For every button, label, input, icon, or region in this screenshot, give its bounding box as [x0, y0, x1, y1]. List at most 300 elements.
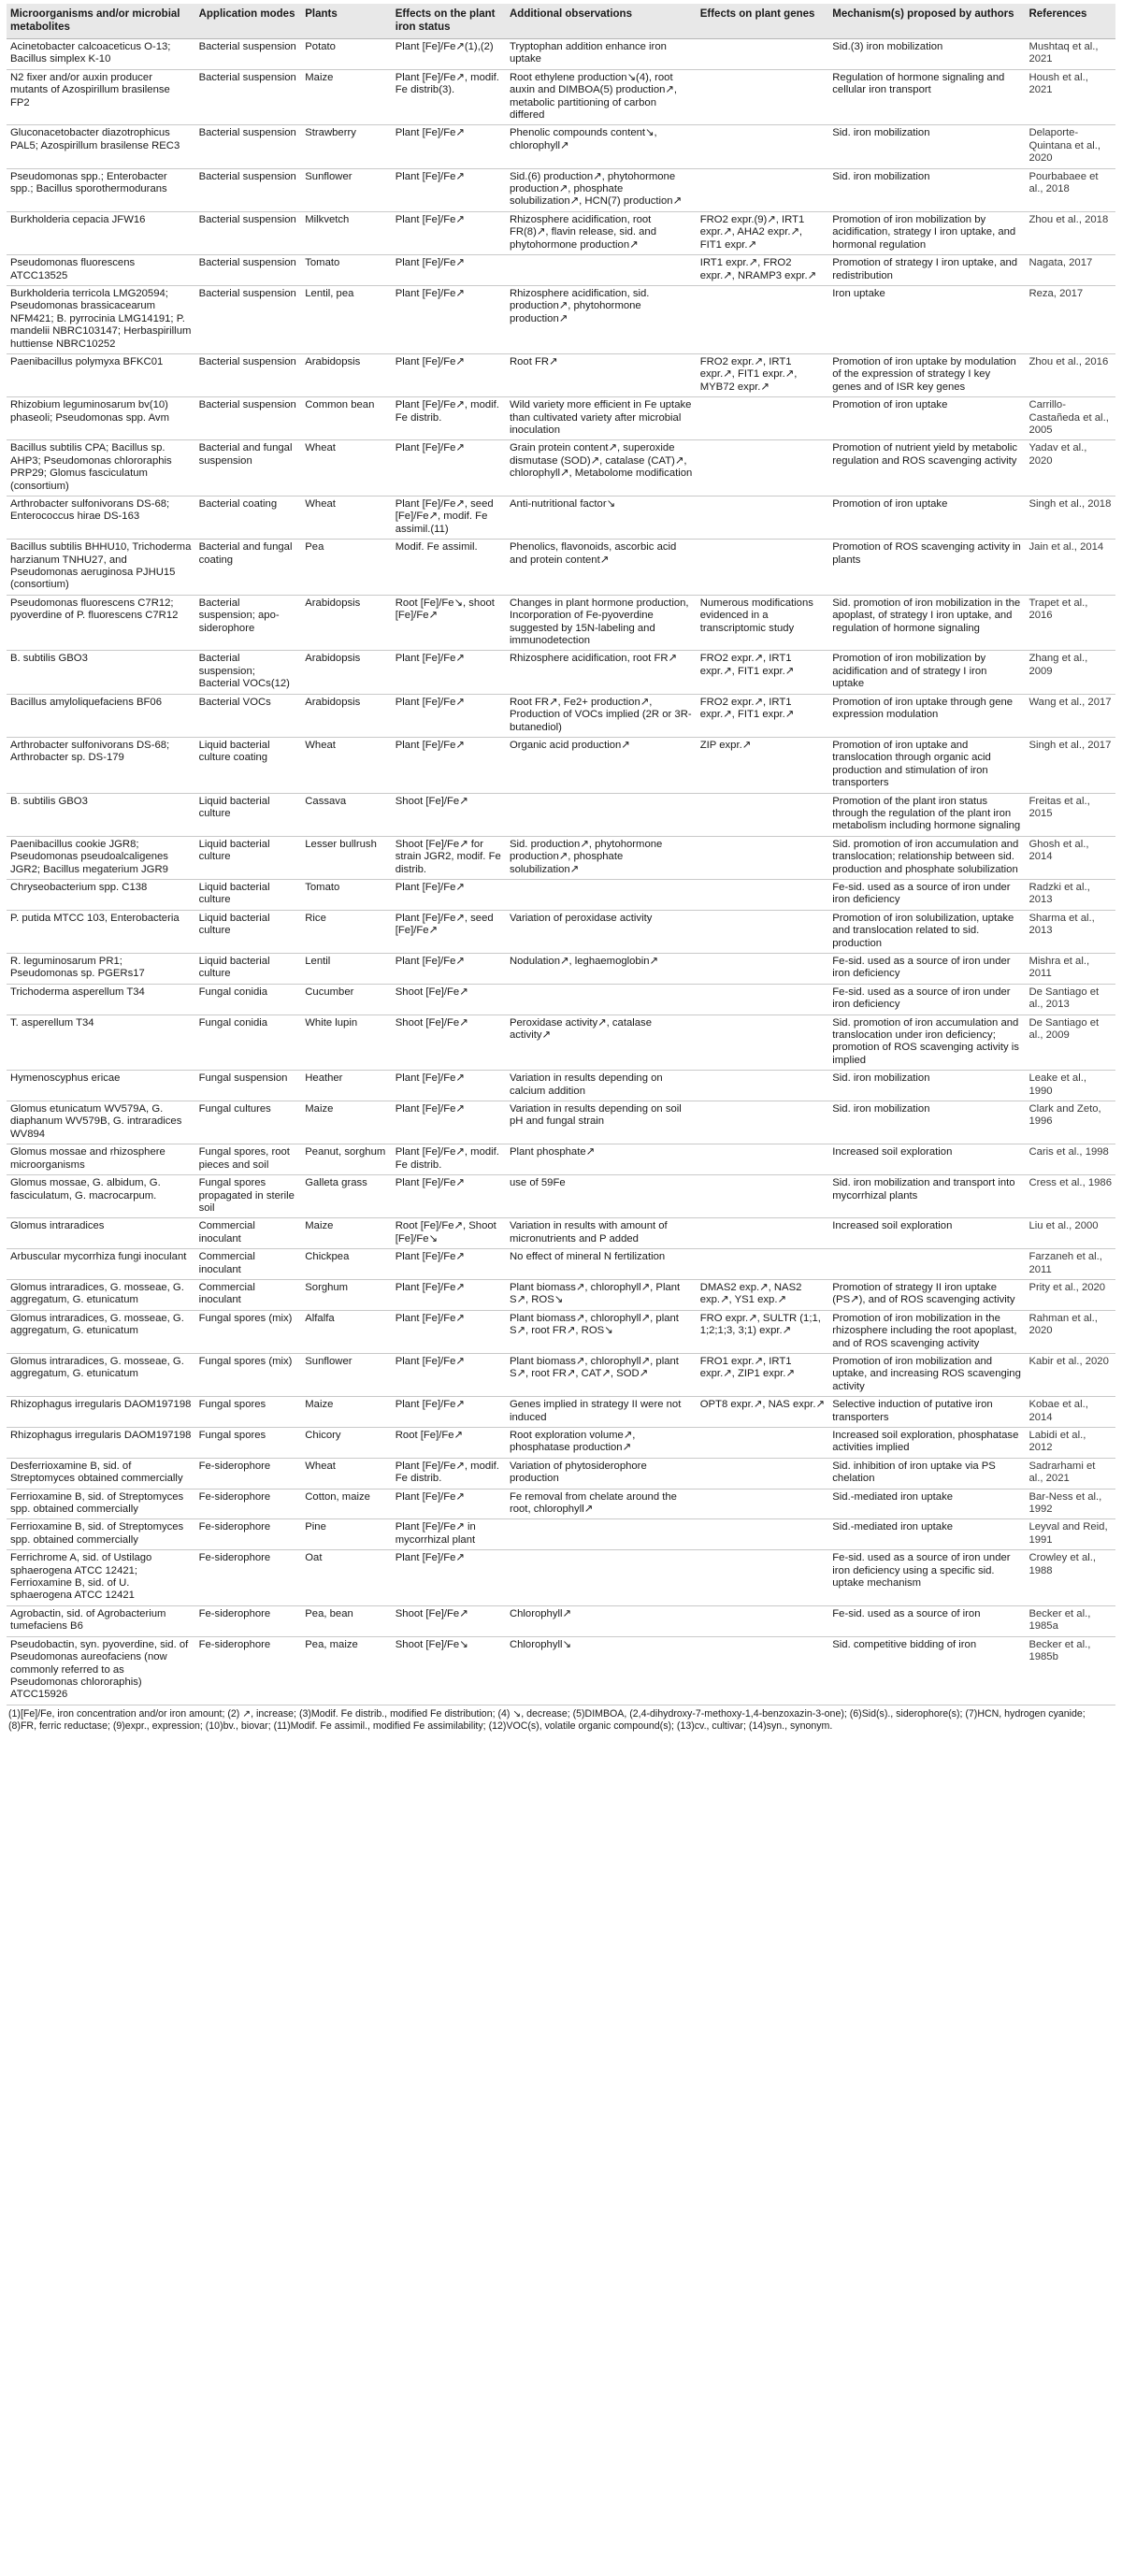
cell-reference[interactable]: Ghosh et al., 2014: [1025, 836, 1115, 879]
table-row: [7, 285, 1115, 353]
table-row: [7, 69, 1115, 125]
cell-plant-genes: [697, 1519, 829, 1550]
cell-observations: Anti-nutritional factor↘: [506, 496, 697, 540]
cell-reference[interactable]: Singh et al., 2017: [1025, 737, 1115, 793]
cell-application-mode: Fungal spores: [195, 1397, 302, 1428]
table-row: [7, 793, 1115, 836]
cell-reference[interactable]: Liu et al., 2000: [1025, 1218, 1115, 1249]
cell-iron-status: Plant [Fe]/Fe↗: [392, 1101, 506, 1144]
cell-iron-status: Plant [Fe]/Fe↗, modif. Fe distrib.: [392, 1144, 506, 1175]
cell-mechanism: Promotion of iron uptake and translocation through organic acid production and stimulation of iron transporters: [828, 737, 1025, 793]
table-row: [7, 1279, 1115, 1310]
cell-application-mode: Bacterial suspension; Bacterial VOCs(12): [195, 651, 302, 694]
cell-microorganisms: P. putida MTCC 103, Enterobacteria: [7, 910, 195, 953]
cell-mechanism: Sid. promotion of iron accumulation and translocation; relationship between sid. production and phosphate solubilization: [828, 836, 1025, 879]
cell-plants: Pea: [301, 540, 392, 596]
cell-observations: Changes in plant hormone production, Incorporation of Fe-pyoverdine suggested by 15N-labeling and immunodetection: [506, 595, 697, 651]
cell-microorganisms: Glomus mossae and rhizosphere microorganisms: [7, 1144, 195, 1175]
cell-reference[interactable]: Zhou et al., 2016: [1025, 353, 1115, 396]
cell-iron-status: Shoot [Fe]/Fe↗: [392, 984, 506, 1015]
cell-microorganisms: Ferrioxamine B, sid. of Streptomyces spp. obtained commercially: [7, 1519, 195, 1550]
table-container: [7, 4, 1115, 1733]
cell-application-mode: Commercial inoculant: [195, 1279, 302, 1310]
cell-plants: Cucumber: [301, 984, 392, 1015]
cell-application-mode: Fungal cultures: [195, 1101, 302, 1144]
cell-reference[interactable]: Becker et al., 1985b: [1025, 1636, 1115, 1705]
cell-mechanism: Increased soil exploration, phosphatase activities implied: [828, 1428, 1025, 1459]
cell-microorganisms: Agrobactin, sid. of Agrobacterium tumefaciens B6: [7, 1605, 195, 1636]
cell-reference[interactable]: Freitas et al., 2015: [1025, 793, 1115, 836]
cell-application-mode: Bacterial suspension: [195, 125, 302, 168]
cell-plant-genes: [697, 954, 829, 985]
cell-iron-status: Plant [Fe]/Fe↗, modif. Fe distrib.: [392, 1458, 506, 1489]
cell-plants: Tomato: [301, 255, 392, 286]
cell-reference[interactable]: Yadav et al., 2020: [1025, 440, 1115, 496]
cell-iron-status: Plant [Fe]/Fe↗: [392, 651, 506, 694]
cell-microorganisms: Pseudomonas fluorescens ATCC13525: [7, 255, 195, 286]
cell-iron-status: Shoot [Fe]/Fe↗: [392, 1605, 506, 1636]
cell-plant-genes: [697, 1249, 829, 1280]
cell-mechanism: Sid.-mediated iron uptake: [828, 1519, 1025, 1550]
cell-plants: Oat: [301, 1550, 392, 1606]
cell-iron-status: Plant [Fe]/Fe↗: [392, 440, 506, 496]
cell-microorganisms: Arthrobacter sulfonivorans DS-68; Enterococcus hirae DS-163: [7, 496, 195, 540]
cell-observations: Tryptophan addition enhance iron uptake: [506, 39, 697, 70]
cell-microorganisms: B. subtilis GBO3: [7, 651, 195, 694]
table-row: [7, 1636, 1115, 1705]
table-row: [7, 1218, 1115, 1249]
cell-microorganisms: Glomus intraradices, G. mosseae, G. aggregatum, G. etunicatum: [7, 1310, 195, 1353]
header-references: References: [1025, 4, 1115, 39]
cell-mechanism: Iron uptake: [828, 285, 1025, 353]
cell-reference[interactable]: Labidi et al., 2012: [1025, 1428, 1115, 1459]
cell-observations: Plant biomass↗, chlorophyll↗, plant S↗, root FR↗, CAT↗, SOD↗: [506, 1353, 697, 1396]
cell-plants: Common bean: [301, 397, 392, 440]
cell-plants: Arabidopsis: [301, 353, 392, 396]
cell-microorganisms: Pseudomonas fluorescens C7R12; pyoverdine of P. fluorescens C7R12: [7, 595, 195, 651]
cell-microorganisms: Glomus intraradices, G. mosseae, G. aggregatum, G. etunicatum: [7, 1353, 195, 1396]
table-row: [7, 1550, 1115, 1606]
cell-reference[interactable]: Sharma et al., 2013: [1025, 910, 1115, 953]
cell-plants: Chicory: [301, 1428, 392, 1459]
cell-plant-genes: FRO1 expr.↗, IRT1 expr.↗, ZIP1 expr.↗: [697, 1353, 829, 1396]
cell-microorganisms: Arbuscular mycorrhiza fungi inoculant: [7, 1249, 195, 1280]
cell-reference[interactable]: Housh et al., 2021: [1025, 69, 1115, 125]
table-row: [7, 651, 1115, 694]
cell-plants: Cassava: [301, 793, 392, 836]
cell-plants: Peanut, sorghum: [301, 1144, 392, 1175]
cell-iron-status: Plant [Fe]/Fe↗: [392, 737, 506, 793]
cell-observations: Rhizosphere acidification, root FR(8)↗, flavin release, sid. and phytohormone production↗: [506, 211, 697, 254]
cell-reference[interactable]: Sadrarhami et al., 2021: [1025, 1458, 1115, 1489]
cell-application-mode: Bacterial suspension: [195, 255, 302, 286]
cell-observations: Plant phosphate↗: [506, 1144, 697, 1175]
cell-observations: Phenolic compounds content↘, chlorophyll↗: [506, 125, 697, 168]
cell-application-mode: Bacterial and fungal suspension: [195, 440, 302, 496]
cell-microorganisms: Glomus intraradices, G. mosseae, G. aggregatum, G. etunicatum: [7, 1279, 195, 1310]
cell-reference[interactable]: Cress et al., 1986: [1025, 1175, 1115, 1218]
cell-observations: Plant biomass↗, chlorophyll↗, plant S↗, root FR↗, ROS↘: [506, 1310, 697, 1353]
cell-mechanism: Promotion of iron mobilization and uptake, and increasing ROS scavenging activity: [828, 1353, 1025, 1396]
cell-observations: Variation of peroxidase activity: [506, 910, 697, 953]
cell-iron-status: Plant [Fe]/Fe↗: [392, 211, 506, 254]
cell-application-mode: Bacterial suspension: [195, 168, 302, 211]
cell-application-mode: Fungal spores (mix): [195, 1353, 302, 1396]
cell-iron-status: Plant [Fe]/Fe↗, seed [Fe]/Fe↗: [392, 910, 506, 953]
cell-plants: White lupin: [301, 1015, 392, 1071]
cell-microorganisms: Glomus mossae, G. albidum, G. fasciculatum, G. macrocarpum.: [7, 1175, 195, 1218]
cell-reference[interactable]: Prity et al., 2020: [1025, 1279, 1115, 1310]
cell-mechanism: Sid.-mediated iron uptake: [828, 1489, 1025, 1519]
cell-plant-genes: [697, 1458, 829, 1489]
cell-plants: Sunflower: [301, 1353, 392, 1396]
cell-observations: No effect of mineral N fertilization: [506, 1249, 697, 1280]
cell-mechanism: Promotion of the plant iron status through the regulation of the plant iron metabolism including hormone signaling: [828, 793, 1025, 836]
table-row: [7, 1397, 1115, 1428]
table-row: [7, 1489, 1115, 1519]
cell-plant-genes: [697, 1605, 829, 1636]
cell-plants: Pea, maize: [301, 1636, 392, 1705]
cell-application-mode: Fungal conidia: [195, 984, 302, 1015]
cell-mechanism: Promotion of ROS scavenging activity in plants: [828, 540, 1025, 596]
cell-microorganisms: Rhizophagus irregularis DAOM197198: [7, 1428, 195, 1459]
cell-mechanism: Regulation of hormone signaling and cellular iron transport: [828, 69, 1025, 125]
cell-plants: Lentil: [301, 954, 392, 985]
cell-plants: Maize: [301, 1218, 392, 1249]
table-row: [7, 1015, 1115, 1071]
cell-observations: Organic acid production↗: [506, 737, 697, 793]
cell-plant-genes: [697, 1101, 829, 1144]
cell-reference[interactable]: Bar-Ness et al., 1992: [1025, 1489, 1115, 1519]
cell-iron-status: Plant [Fe]/Fe↗: [392, 1279, 506, 1310]
cell-mechanism: Promotion of iron uptake through gene expression modulation: [828, 694, 1025, 737]
cell-reference[interactable]: Becker et al., 1985a: [1025, 1605, 1115, 1636]
table-row: [7, 1519, 1115, 1550]
cell-plant-genes: FRO2 expr.↗, IRT1 expr.↗, FIT1 expr.↗: [697, 651, 829, 694]
cell-reference[interactable]: De Santiago et al., 2013: [1025, 984, 1115, 1015]
header-plants: Plants: [301, 4, 392, 39]
table-row: [7, 595, 1115, 651]
cell-application-mode: Commercial inoculant: [195, 1249, 302, 1280]
table-row: [7, 1428, 1115, 1459]
cell-application-mode: Bacterial and fungal coating: [195, 540, 302, 596]
cell-plant-genes: [697, 1144, 829, 1175]
cell-application-mode: Bacterial suspension: [195, 397, 302, 440]
cell-iron-status: Plant [Fe]/Fe↗: [392, 1310, 506, 1353]
cell-reference[interactable]: De Santiago et al., 2009: [1025, 1015, 1115, 1071]
cell-plant-genes: [697, 285, 829, 353]
cell-iron-status: Shoot [Fe]/Fe↗ for strain JGR2, modif. Fe distrib.: [392, 836, 506, 879]
cell-iron-status: Shoot [Fe]/Fe↗: [392, 1015, 506, 1071]
cell-reference[interactable]: Kabir et al., 2020: [1025, 1353, 1115, 1396]
cell-iron-status: Plant [Fe]/Fe↗: [392, 1550, 506, 1606]
table-row: [7, 125, 1115, 168]
cell-application-mode: Bacterial suspension: [195, 211, 302, 254]
cell-plant-genes: FRO2 expr.↗, IRT1 expr.↗, FIT1 expr.↗, MYB72 expr.↗: [697, 353, 829, 396]
cell-plant-genes: [697, 1489, 829, 1519]
cell-plants: Sorghum: [301, 1279, 392, 1310]
cell-plants: Maize: [301, 69, 392, 125]
cell-iron-status: Plant [Fe]/Fe↗: [392, 353, 506, 396]
cell-mechanism: Sid. promotion of iron accumulation and translocation under iron deficiency; promotion of ROS scavenging activity is implied: [828, 1015, 1025, 1071]
cell-plants: Wheat: [301, 440, 392, 496]
cell-plant-genes: [697, 1636, 829, 1705]
table-body: [7, 39, 1115, 1705]
cell-mechanism: Increased soil exploration: [828, 1144, 1025, 1175]
cell-application-mode: Fungal spores (mix): [195, 1310, 302, 1353]
cell-microorganisms: T. asperellum T34: [7, 1015, 195, 1071]
cell-observations: Genes implied in strategy II were not induced: [506, 1397, 697, 1428]
cell-plant-genes: [697, 1071, 829, 1101]
cell-iron-status: Plant [Fe]/Fe↗: [392, 1397, 506, 1428]
cell-application-mode: Liquid bacterial culture: [195, 793, 302, 836]
cell-microorganisms: Bacillus amyloliquefaciens BF06: [7, 694, 195, 737]
table-row: [7, 496, 1115, 540]
cell-mechanism: Promotion of iron solubilization, uptake and translocation related to sid. production: [828, 910, 1025, 953]
header-iron-status: Effects on the plant iron status: [392, 4, 506, 39]
cell-plant-genes: [697, 1428, 829, 1459]
cell-observations: [506, 1519, 697, 1550]
cell-reference[interactable]: Pourbabaee et al., 2018: [1025, 168, 1115, 211]
cell-plant-genes: IRT1 expr.↗, FRO2 expr.↗, NRAMP3 expr.↗: [697, 255, 829, 286]
cell-mechanism: Fe-sid. used as a source of iron: [828, 1605, 1025, 1636]
cell-plants: Tomato: [301, 879, 392, 910]
cell-mechanism: Promotion of strategy II iron uptake (PS↗), and of ROS scavenging activity: [828, 1279, 1025, 1310]
cell-observations: Root FR↗: [506, 353, 697, 396]
cell-mechanism: Sid. iron mobilization: [828, 1101, 1025, 1144]
cell-application-mode: Bacterial suspension; apo-siderophore: [195, 595, 302, 651]
table-row: [7, 1071, 1115, 1101]
cell-reference[interactable]: Rahman et al., 2020: [1025, 1310, 1115, 1353]
cell-plant-genes: OPT8 expr.↗, NAS expr.↗: [697, 1397, 829, 1428]
cell-reference[interactable]: Clark and Zeto, 1996: [1025, 1101, 1115, 1144]
cell-mechanism: Promotion of iron mobilization by acidification and of strategy I iron uptake: [828, 651, 1025, 694]
cell-application-mode: Commercial inoculant: [195, 1218, 302, 1249]
cell-iron-status: Plant [Fe]/Fe↗, modif. Fe distrib.: [392, 397, 506, 440]
cell-observations: use of 59Fe: [506, 1175, 697, 1218]
cell-reference[interactable]: Zhang et al., 2009: [1025, 651, 1115, 694]
table-row: [7, 1458, 1115, 1489]
cell-plant-genes: ZIP expr.↗: [697, 737, 829, 793]
cell-mechanism: Fe-sid. used as a source of iron under iron deficiency using a specific sid. uptake mechanism: [828, 1550, 1025, 1606]
cell-plants: Maize: [301, 1397, 392, 1428]
table-row: [7, 440, 1115, 496]
cell-plants: Wheat: [301, 496, 392, 540]
cell-plants: Wheat: [301, 737, 392, 793]
table-row: [7, 694, 1115, 737]
cell-plant-genes: [697, 440, 829, 496]
cell-reference[interactable]: Mushtaq et al., 2021: [1025, 39, 1115, 70]
cell-mechanism: Sid. promotion of iron mobilization in the apoplast, of strategy I iron uptake, and regulation of hormone signaling: [828, 595, 1025, 651]
cell-reference[interactable]: Reza, 2017: [1025, 285, 1115, 353]
cell-reference[interactable]: Leake et al., 1990: [1025, 1071, 1115, 1101]
table-row: [7, 255, 1115, 286]
cell-plant-genes: [697, 168, 829, 211]
cell-mechanism: Selective induction of putative iron transporters: [828, 1397, 1025, 1428]
cell-mechanism: Promotion of iron mobilization in the rhizosphere including the root apoplast, and of ROS scavenging activity: [828, 1310, 1025, 1353]
table-row: [7, 1249, 1115, 1280]
cell-plants: Arabidopsis: [301, 651, 392, 694]
cell-reference[interactable]: Carrillo-Castañeda et al., 2005: [1025, 397, 1115, 440]
cell-application-mode: Bacterial suspension: [195, 69, 302, 125]
cell-plants: Galleta grass: [301, 1175, 392, 1218]
table-row: [7, 954, 1115, 985]
cell-application-mode: Fungal spores: [195, 1428, 302, 1459]
cell-observations: Root exploration volume↗, phosphatase production↗: [506, 1428, 697, 1459]
cell-observations: Fe removal from chelate around the root, chlorophyll↗: [506, 1489, 697, 1519]
cell-plants: Lesser bullrush: [301, 836, 392, 879]
table-row: [7, 836, 1115, 879]
cell-microorganisms: Pseudobactin, syn. pyoverdine, sid. of Pseudomonas aureofaciens (now commonly referred to as Pseudomonas chlororaphis) ATCC15926: [7, 1636, 195, 1705]
cell-iron-status: Plant [Fe]/Fe↗, seed [Fe]/Fe↗, modif. Fe assimil.(11): [392, 496, 506, 540]
cell-observations: Variation in results depending on calcium addition: [506, 1071, 697, 1101]
cell-microorganisms: Glomus etunicatum WV579A, G. diaphanum WV579B, G. intraradices WV894: [7, 1101, 195, 1144]
cell-microorganisms: Burkholderia terricola LMG20594; Pseudomonas brassicacearum NFM421; B. pyrrocinia LMG14191; P. mandelii NBRC103147; Herbaspirillum huttiense NBRC10252: [7, 285, 195, 353]
cell-plants: Lentil, pea: [301, 285, 392, 353]
cell-application-mode: Fungal spores propagated in sterile soil: [195, 1175, 302, 1218]
cell-observations: Variation of phytosiderophore production: [506, 1458, 697, 1489]
cell-reference[interactable]: Trapet et al., 2016: [1025, 595, 1115, 651]
cell-plant-genes: [697, 1015, 829, 1071]
cell-microorganisms: Hymenoscyphus ericae: [7, 1071, 195, 1101]
cell-plants: Wheat: [301, 1458, 392, 1489]
cell-plants: Maize: [301, 1101, 392, 1144]
cell-mechanism: Promotion of iron uptake: [828, 496, 1025, 540]
cell-microorganisms: Ferrioxamine B, sid. of Streptomyces spp. obtained commercially: [7, 1489, 195, 1519]
data-table: [7, 4, 1115, 1705]
cell-plant-genes: FRO2 expr.↗, IRT1 expr.↗, FIT1 expr.↗: [697, 694, 829, 737]
cell-plant-genes: FRO expr.↗, SULTR (1;1, 1;2;1;3, 3;1) expr.↗: [697, 1310, 829, 1353]
cell-reference[interactable]: Mishra et al., 2011: [1025, 954, 1115, 985]
cell-reference[interactable]: Delaporte-Quintana et al., 2020: [1025, 125, 1115, 168]
cell-application-mode: Fungal conidia: [195, 1015, 302, 1071]
cell-microorganisms: Paenibacillus cookie JGR8; Pseudomonas pseudoalcaligenes JGR2; Bacillus megaterium JGR9: [7, 836, 195, 879]
cell-reference[interactable]: Singh et al., 2018: [1025, 496, 1115, 540]
table-row: [7, 1101, 1115, 1144]
cell-reference[interactable]: Zhou et al., 2018: [1025, 211, 1115, 254]
cell-mechanism: Fe-sid. used as a source of iron under iron deficiency: [828, 984, 1025, 1015]
table-row: [7, 737, 1115, 793]
table-row: [7, 397, 1115, 440]
cell-plant-genes: Numerous modifications evidenced in a transcriptomic study: [697, 595, 829, 651]
cell-plants: Milkvetch: [301, 211, 392, 254]
table-row: [7, 910, 1115, 953]
header-mechanisms: Mechanism(s) proposed by authors: [828, 4, 1025, 39]
cell-plants: Chickpea: [301, 1249, 392, 1280]
cell-reference[interactable]: Caris et al., 1998: [1025, 1144, 1115, 1175]
cell-application-mode: Fe-siderophore: [195, 1489, 302, 1519]
cell-reference[interactable]: Crowley et al., 1988: [1025, 1550, 1115, 1606]
cell-iron-status: Plant [Fe]/Fe↗: [392, 954, 506, 985]
cell-iron-status: Plant [Fe]/Fe↗: [392, 1071, 506, 1101]
cell-mechanism: Sid. iron mobilization: [828, 125, 1025, 168]
cell-plant-genes: [697, 496, 829, 540]
cell-mechanism: Promotion of iron uptake: [828, 397, 1025, 440]
cell-iron-status: Plant [Fe]/Fe↗ in mycorrhizal plant: [392, 1519, 506, 1550]
cell-reference[interactable]: Wang et al., 2017: [1025, 694, 1115, 737]
cell-reference[interactable]: Jain et al., 2014: [1025, 540, 1115, 596]
table-row: [7, 211, 1115, 254]
cell-microorganisms: Chryseobacterium spp. C138: [7, 879, 195, 910]
cell-observations: Nodulation↗, leghaemoglobin↗: [506, 954, 697, 985]
cell-mechanism: Increased soil exploration: [828, 1218, 1025, 1249]
cell-observations: Root ethylene production↘(4), root auxin and DIMBOA(5) production↗, metabolic partitioning of carbon differed: [506, 69, 697, 125]
cell-application-mode: Fe-siderophore: [195, 1550, 302, 1606]
cell-mechanism: Promotion of nutrient yield by metabolic regulation and ROS scavenging activity: [828, 440, 1025, 496]
cell-microorganisms: Gluconacetobacter diazotrophicus PAL5; Azospirillum brasilense REC3: [7, 125, 195, 168]
cell-iron-status: Plant [Fe]/Fe↗: [392, 255, 506, 286]
cell-observations: Variation in results depending on soil pH and fungal strain: [506, 1101, 697, 1144]
header-plant-genes: Effects on plant genes: [697, 4, 829, 39]
cell-iron-status: Modif. Fe assimil.: [392, 540, 506, 596]
cell-mechanism: Sid. inhibition of iron uptake via PS chelation: [828, 1458, 1025, 1489]
cell-plants: Potato: [301, 39, 392, 70]
cell-iron-status: Shoot [Fe]/Fe↗: [392, 793, 506, 836]
cell-reference[interactable]: Radzki et al., 2013: [1025, 879, 1115, 910]
cell-mechanism: Sid. competitive bidding of iron: [828, 1636, 1025, 1705]
cell-observations: Phenolics, flavonoids, ascorbic acid and protein content↗: [506, 540, 697, 596]
cell-microorganisms: Paenibacillus polymyxa BFKC01: [7, 353, 195, 396]
table-row: [7, 1605, 1115, 1636]
cell-application-mode: Fe-siderophore: [195, 1605, 302, 1636]
cell-application-mode: Liquid bacterial culture: [195, 910, 302, 953]
cell-microorganisms: Burkholderia cepacia JFW16: [7, 211, 195, 254]
cell-microorganisms: Rhizophagus irregularis DAOM197198: [7, 1397, 195, 1428]
cell-microorganisms: Bacillus subtilis BHHU10, Trichoderma harzianum TNHU27, and Pseudomonas aeruginosa PJHU15 (consortium): [7, 540, 195, 596]
cell-plant-genes: [697, 39, 829, 70]
cell-reference[interactable]: Farzaneh et al., 2011: [1025, 1249, 1115, 1280]
cell-plants: Strawberry: [301, 125, 392, 168]
cell-mechanism: Sid. iron mobilization: [828, 168, 1025, 211]
cell-mechanism: Sid. iron mobilization and transport into mycorrhizal plants: [828, 1175, 1025, 1218]
cell-plants: Arabidopsis: [301, 595, 392, 651]
cell-iron-status: Plant [Fe]/Fe↗: [392, 694, 506, 737]
table-row: [7, 1144, 1115, 1175]
cell-observations: [506, 255, 697, 286]
cell-mechanism: Fe-sid. used as a source of iron under iron deficiency: [828, 954, 1025, 985]
cell-observations: Sid.(6) production↗, phytohormone production↗, phosphate solubilization↗, HCN(7) production↗: [506, 168, 697, 211]
cell-plant-genes: [697, 69, 829, 125]
cell-reference[interactable]: Leyval and Reid, 1991: [1025, 1519, 1115, 1550]
cell-plants: Arabidopsis: [301, 694, 392, 737]
header-application-modes: Application modes: [195, 4, 302, 39]
cell-plant-genes: [697, 540, 829, 596]
cell-reference[interactable]: Kobae et al., 2014: [1025, 1397, 1115, 1428]
cell-iron-status: Plant [Fe]/Fe↗: [392, 285, 506, 353]
cell-application-mode: Fe-siderophore: [195, 1636, 302, 1705]
cell-plants: Pea, bean: [301, 1605, 392, 1636]
cell-microorganisms: Desferrioxamine B, sid. of Streptomyces obtained commercially: [7, 1458, 195, 1489]
cell-application-mode: Bacterial suspension: [195, 285, 302, 353]
cell-plant-genes: [697, 1218, 829, 1249]
table-row: [7, 879, 1115, 910]
cell-plants: Heather: [301, 1071, 392, 1101]
cell-observations: Variation in results with amount of micronutrients and P added: [506, 1218, 697, 1249]
cell-plants: Pine: [301, 1519, 392, 1550]
cell-observations: Peroxidase activity↗, catalase activity↗: [506, 1015, 697, 1071]
cell-plants: Rice: [301, 910, 392, 953]
cell-reference[interactable]: Nagata, 2017: [1025, 255, 1115, 286]
cell-plant-genes: [697, 1175, 829, 1218]
cell-observations: [506, 879, 697, 910]
cell-microorganisms: Bacillus subtilis CPA; Bacillus sp. AHP3; Pseudomonas chlororaphis PRP29; Glomus fasciculatum (consortium): [7, 440, 195, 496]
table-row: [7, 540, 1115, 596]
cell-plant-genes: [697, 793, 829, 836]
header-additional-observations: Additional observations: [506, 4, 697, 39]
cell-mechanism: [828, 1249, 1025, 1280]
cell-observations: [506, 984, 697, 1015]
cell-observations: [506, 793, 697, 836]
